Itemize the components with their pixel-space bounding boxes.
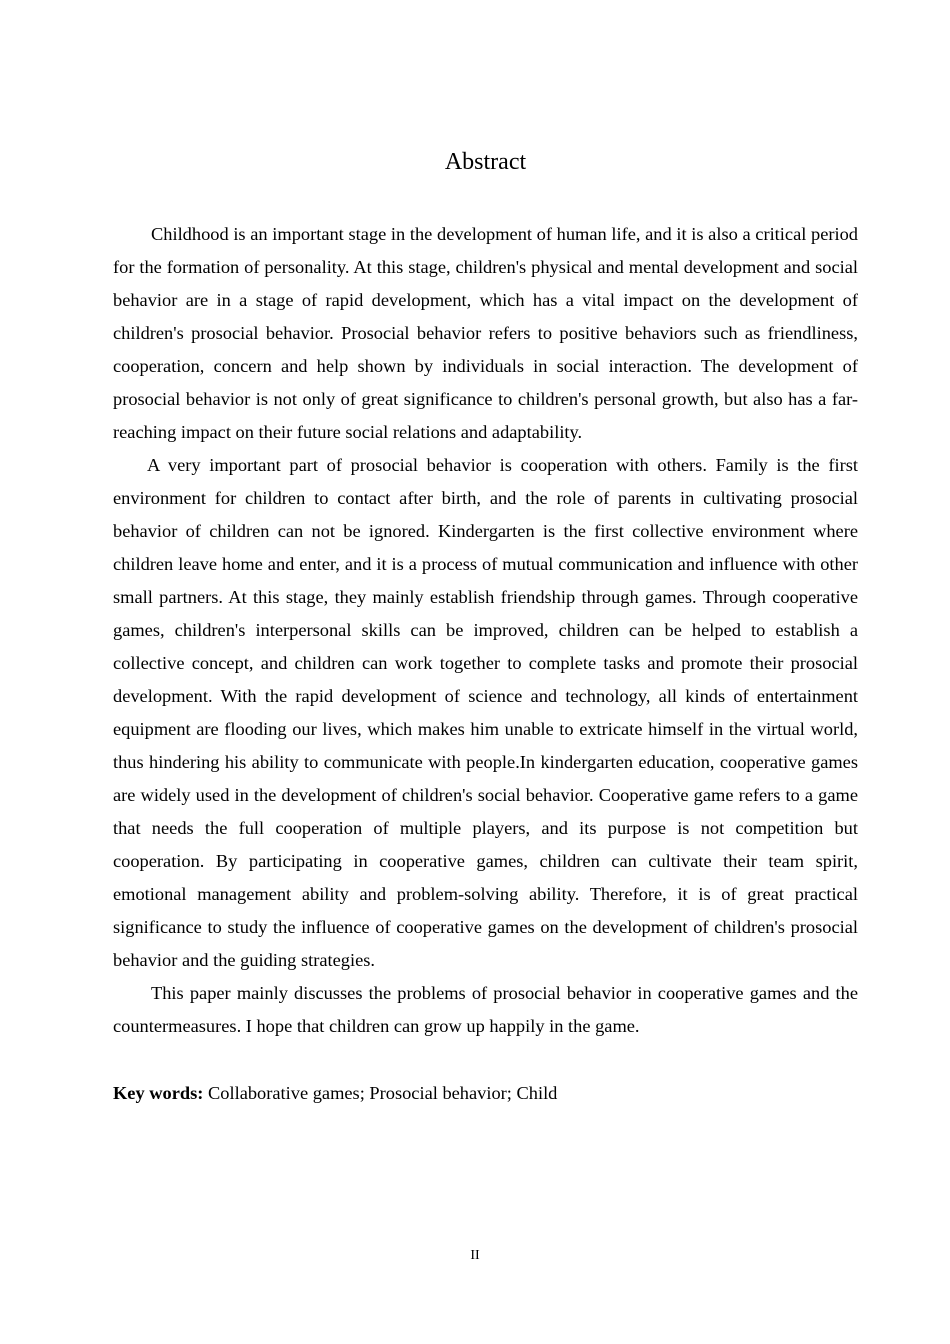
abstract-title: Abstract	[444, 149, 527, 175]
abstract-body	[113, 218, 858, 1043]
keywords-label: Key words:	[113, 1083, 204, 1103]
abstract-paragraph-1: Childhood is an important stage in the development of human life, and it is also a critical period for the formation of personality. At this stage, children's physical and mental development and social behavior are in a stage of rapid development, which has a vital impact on the development of children's prosocial behavior. Prosocial behavior refers to positive behaviors such as friendliness, cooperation, concern and help shown by individuals in social interaction. The development of prosocial behavior is not only of great significance to children's personal growth, but also has a far-reaching impact on their future social relations and adaptability.	[113, 224, 858, 442]
keywords-text: Collaborative games; Prosocial behavior; Child	[203, 1083, 558, 1103]
keywords-line	[113, 1077, 858, 1110]
abstract-paragraph-2: A very important part of prosocial behavior is cooperation with others. Family is the first environment for children to contact after birth, and the role of parents in cultivating prosocial behavior of children can not be ignored. Kindergarten is the first collective environment where children leave home and enter, and it is a process of mutual communication and influence with other small partners. At this stage, they mainly establish friendship through games. Through cooperative games, children's interpersonal skills can be improved, children can be helped to establish a collective concept, and children can work together to complete tasks and promote their prosocial development. With the rapid development of science and technology, all kinds of entertainment equipment are flooding our lives, which makes him unable to extricate himself in the virtual world, thus hindering his ability to communicate with people.In kindergarten education, cooperative games are widely used in the development of children's social behavior. Cooperative game refers to a game that needs the full cooperation of multiple players, and its purpose is not competition but cooperation. By participating in cooperative games, children can cultivate their team spirit, emotional management ability and problem-solving ability. Therefore, it is of great practical significance to study the influence of cooperative games on the development of children's prosocial behavior and the guiding strategies.	[113, 455, 858, 970]
page-number: II	[470, 1248, 480, 1263]
abstract-paragraph-3: This paper mainly discusses the problems of prosocial behavior in cooperative games and the countermeasures. I hope that children can grow up happily in the game.	[113, 983, 858, 1036]
